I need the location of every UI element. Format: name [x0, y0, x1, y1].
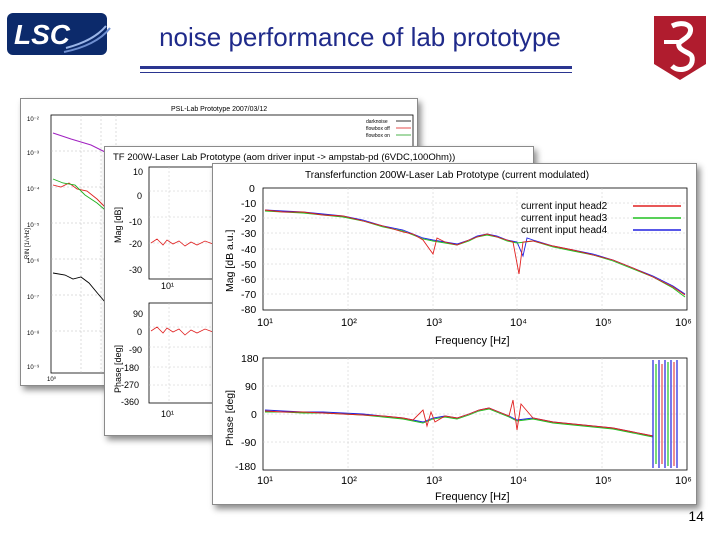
phase-ytick: -90: [241, 437, 257, 449]
mag-ytick: -30: [241, 228, 257, 240]
mag-xtick: 10³: [426, 317, 442, 329]
current-tf-plot-frame: [212, 163, 697, 505]
mag-xtick: 10⁴: [510, 317, 527, 329]
mag-ytick: -40: [241, 244, 257, 256]
aom-phase-ytick: 90: [133, 309, 144, 319]
legend-item-head3: current input head3: [521, 213, 608, 224]
phase-xtick: 10⁴: [510, 475, 527, 487]
rin-ytick: 10⁻²: [27, 117, 39, 123]
mag-ytick: 0: [249, 183, 255, 195]
mag-xtick: 10⁶: [675, 317, 692, 329]
mag-ytick: -60: [241, 274, 257, 286]
rin-ylabel: RIN [1/√Hz]: [25, 228, 31, 259]
rin-plot-title: PSL-Lab Prototype 2007/03/12: [171, 106, 268, 113]
logo-text: LSC: [14, 19, 70, 50]
rin-ytick: 10⁻⁹: [27, 365, 40, 371]
mag-xlabel: Frequency [Hz]: [435, 335, 510, 347]
mag-ytick: -80: [241, 304, 257, 316]
phase-ytick: 90: [245, 381, 257, 393]
mag-xtick: 10¹: [257, 317, 273, 329]
phase-xtick: 10¹: [257, 475, 273, 487]
aom-mag-ytick: 0: [137, 191, 143, 201]
mag-xtick: 10⁵: [595, 317, 612, 329]
rin-legend-item: darknoise: [366, 119, 388, 125]
phase-xtick: 10⁶: [675, 475, 692, 487]
rin-ytick: 10⁻⁷: [27, 295, 40, 301]
aom-phase-xtick: 10¹: [161, 409, 175, 419]
aom-phase-ytick: -360: [121, 397, 140, 407]
mag-ytick: -50: [241, 259, 257, 271]
aom-phase-ytick: -90: [129, 345, 143, 355]
rin-ytick: 10⁻³: [27, 151, 39, 157]
legend-item-head2: current input head2: [521, 201, 608, 212]
phase-xtick: 10⁵: [595, 475, 612, 487]
rin-legend-item: flowbox off: [366, 126, 390, 132]
aom-phase-ytick: -180: [121, 363, 140, 373]
page-number: 14: [688, 508, 704, 524]
aom-phase-ytick: -270: [121, 380, 140, 390]
title-rule: [140, 66, 572, 69]
mag-ytick: -20: [241, 213, 257, 225]
phase-xtick: 10²: [341, 475, 357, 487]
aom-mag-ytick: -20: [129, 239, 143, 249]
aom-mag-ytick: -10: [129, 217, 143, 227]
mag-xtick: 10²: [341, 317, 357, 329]
mag-ytick: -10: [241, 198, 257, 210]
aom-mag-ytick: 10: [133, 167, 144, 177]
aom-phase-ytick: 0: [137, 327, 143, 337]
aom-phase-ylabel: Phase [deg]: [113, 344, 123, 393]
mag-ylabel: Mag [dB a.u.]: [224, 229, 236, 292]
aom-mag-ytick: -30: [129, 265, 143, 275]
phase-ytick: 0: [251, 409, 257, 421]
current-plot-title: Transferfunction 200W-Laser Lab Prototype (current modulated): [305, 170, 590, 181]
rin-legend-item: flowbox on: [366, 133, 390, 139]
phase-ytick: 180: [241, 353, 259, 365]
aom-mag-ylabel: Mag [dB]: [113, 206, 123, 243]
rin-ytick: 10⁻⁶: [27, 259, 40, 265]
rin-ytick: 10⁻⁵: [27, 223, 40, 229]
rin-ytick: 10⁻⁸: [27, 331, 40, 337]
rin-xtick: 10⁰: [47, 377, 57, 383]
aom-plot-title: TF 200W-Laser Lab Prototype (aom driver input -> ampstab-pd (6VDC,100Ohm)): [113, 152, 456, 163]
phase-ytick: -180: [235, 461, 257, 473]
phase-xlabel: Frequency [Hz]: [435, 491, 510, 503]
legend-item-head4: current input head4: [521, 225, 608, 236]
phase-xtick: 10³: [426, 475, 442, 487]
title-rule-thin: [140, 72, 572, 73]
aom-mag-xtick: 10¹: [161, 281, 175, 291]
seal-logo: [650, 12, 710, 84]
slide-title: noise performance of lab prototype: [159, 22, 561, 52]
mag-ytick: -70: [241, 289, 257, 301]
rin-ytick: 10⁻⁴: [27, 187, 40, 193]
phase-ylabel: Phase [deg]: [224, 389, 236, 446]
